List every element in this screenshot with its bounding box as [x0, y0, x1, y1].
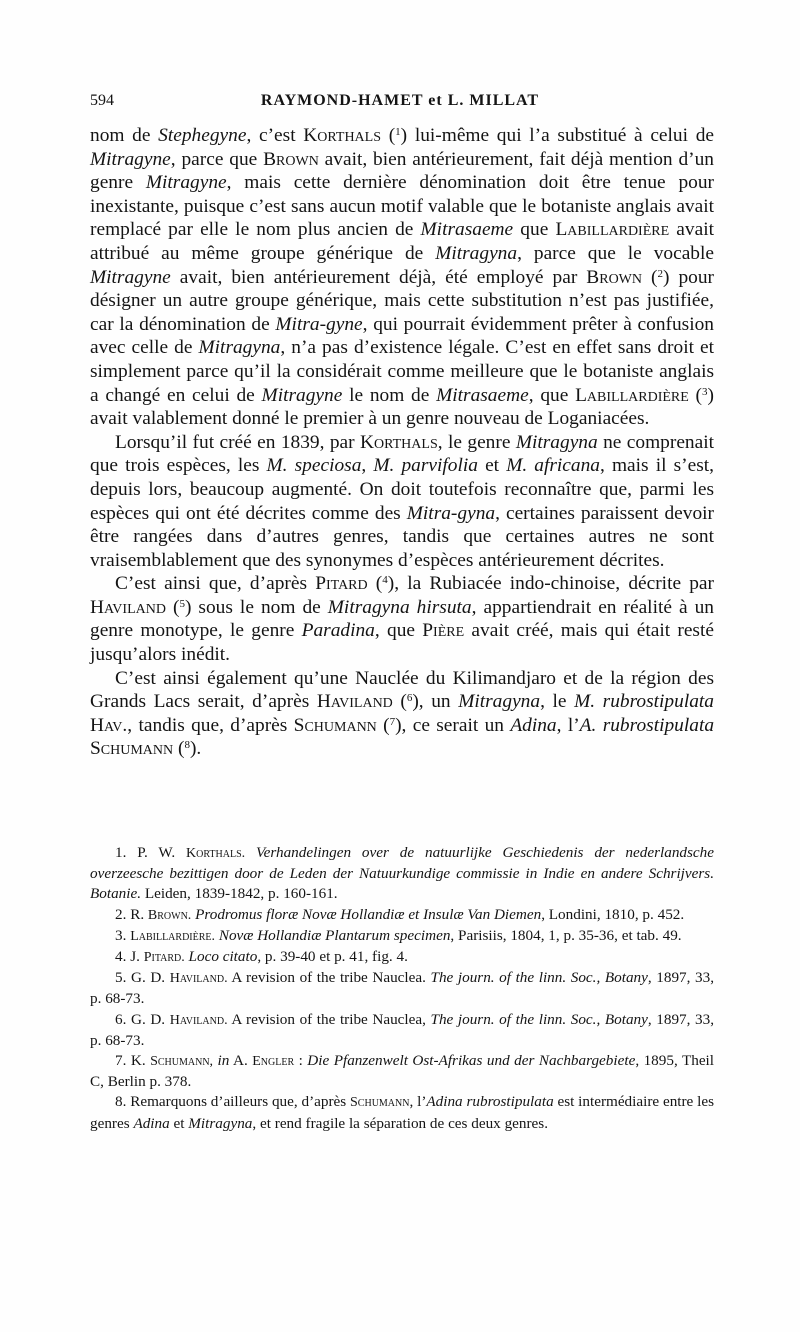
italic-run: M. rubrostipulata [574, 691, 714, 713]
text-run: ( [381, 125, 396, 146]
paragraph [90, 572, 714, 666]
author-name: Pière [422, 620, 465, 642]
running-title: RAYMOND-HAMET et L. MILLAT [260, 92, 540, 109]
footnote-ref: 4 [382, 574, 388, 587]
italic-run: Adina [133, 1114, 170, 1132]
author-name: Korthals [360, 431, 438, 453]
author-name: Schumann [293, 714, 377, 736]
text-run: et [477, 455, 507, 477]
italic-run: in [217, 1052, 230, 1070]
author-name: Korthals. [186, 846, 246, 861]
italic-run: Adina rubrostipulata [426, 1093, 554, 1111]
text-run: , le genre [437, 431, 516, 453]
footnote-ref: 6 [406, 692, 413, 705]
text-run: , qui pourrait évidemment prêter à confusion avec celle de [90, 313, 714, 359]
text-run: ( [376, 714, 390, 736]
footnote-ref: 7 [389, 715, 396, 728]
italic-run: Mitragyne [261, 384, 343, 406]
text-run: 7. K. [115, 1052, 151, 1070]
italic-run: A. rubrostipulata [579, 714, 715, 736]
text-run: , l’ [556, 714, 580, 736]
author-name: Haviland. [169, 1012, 228, 1028]
text-run: , Parisiis, 1804, 1, p. 35-36, et tab. 49. [450, 926, 682, 944]
italic-run: M. parvifolia [373, 455, 478, 477]
text-run: ( [688, 384, 703, 406]
footnote [90, 947, 714, 968]
text-run: ( [173, 738, 185, 760]
footnote-ref: 3 [702, 385, 708, 398]
author-name: Brown. [147, 907, 192, 923]
text-run: que [513, 219, 556, 241]
body-text [90, 124, 714, 761]
text-run: avait, bien antérieurement déjà, été employé par [170, 266, 587, 288]
author-name: Korthals [303, 125, 382, 146]
author-name: Schumann, [150, 1054, 214, 1070]
text-run: Lorsqu’il fut créé en 1839, par [115, 431, 361, 453]
italic-run: The journ. of the linn. Soc., Botany [430, 1010, 648, 1028]
text-run: C’est ainsi que, d’après [115, 573, 316, 595]
text-run: , parce que le vocable [517, 242, 714, 264]
italic-run: Adina [510, 714, 557, 736]
text-run: , appartiendrait en réalité à un genre monotype, le genre [90, 596, 714, 642]
text-run: 3. [115, 926, 131, 944]
footnote [90, 905, 714, 926]
italic-run: Mitragyna [515, 431, 598, 453]
text-run: avait, bien antérieurement, fait déjà mention d’un genre [90, 148, 714, 194]
italic-run: M. speciosa [266, 455, 362, 477]
text-run: ), la Rubiacée indo-chinoise, décrite par [387, 573, 714, 595]
author-name: Labillardière. [130, 928, 216, 944]
text-run: ( [367, 573, 383, 595]
italic-run: Mitragyne [90, 266, 171, 288]
italic-run: Loco citato [188, 948, 258, 966]
text-run: , tandis que, d’après [127, 714, 294, 736]
italic-run: Prodromus floræ Novæ Hollandiæ et Insulæ Van Diemen [195, 905, 542, 923]
text-run: ). [189, 738, 202, 760]
footnote-ref: 8 [184, 739, 190, 752]
text-run: , 1897, 33, p. 68-73. [90, 1010, 715, 1049]
text-run [245, 844, 256, 861]
text-run: ) sous le nom de [184, 596, 328, 618]
italic-run: The journ. of the linn. Soc., Botany [430, 969, 648, 987]
author-name: Brown [586, 266, 643, 288]
text-run: , Londini, 1810, p. 452. [541, 905, 685, 923]
text-run: C’est ainsi également qu’une Nauclée du Kilimandjaro et de la région des Grands Lacs serait, d’après [90, 667, 714, 713]
text-run: , 1895, Theil C, Berlin p. 378. [90, 1052, 714, 1091]
italic-run: Stephegyne [158, 125, 247, 146]
author-name: Haviland [316, 691, 393, 713]
text-run: A revision of the tribe Nauclea. [227, 969, 431, 987]
author-name: Labillardière [555, 219, 670, 241]
text-run: ), ce serait un [395, 714, 511, 736]
italic-run: Mitragyna [458, 691, 541, 713]
text-run: , n’a pas d’existence légale. C’est en effet sans droit et simplement parce qu’il la considérait comme meilleure que le botaniste anglais a changé en celui de [90, 337, 714, 406]
italic-run: Mitragyne [90, 148, 171, 170]
author-name: Pitard. [143, 950, 185, 966]
text-run: est intermédiaire entre les genres [90, 1093, 714, 1132]
text-run: , le [540, 691, 575, 713]
italic-run: Mitragyna [198, 337, 281, 359]
text-run: , mais cette dernière dénomination doit être tenue pour inexistante, puisque c’est sans aucun motif valable que le botaniste anglais avait remplacé par elle le nom plus ancien de [90, 172, 714, 241]
text-run: , parce que [170, 148, 264, 170]
footnote-ref: 2 [657, 267, 663, 280]
paragraph [90, 124, 714, 431]
text-run: A. [229, 1052, 253, 1070]
text-run: , que [528, 384, 576, 406]
text-run: ( [642, 266, 658, 288]
italic-run: Mitragyna [188, 1114, 253, 1132]
text-run: ) lui-même qui l’a substitué à celui de [400, 125, 714, 146]
italic-run: Mitragyne [145, 172, 227, 194]
italic-run: Mitra-gyna [406, 502, 496, 524]
text-run: 2. R. [115, 905, 148, 923]
text-run: , c’est [246, 125, 304, 146]
italic-run: Verhandelingen over de natuurlijke Geschiedenis der nederlandsche overzeesche bezittigen door de Leden der Natuurkundige commissie in Indie en andere Schrijvers. Botanie. [90, 844, 714, 903]
text-run: : [294, 1052, 308, 1070]
text-run: 4. J. [115, 948, 144, 966]
text-run: ), un [412, 691, 459, 713]
italic-run: Mitrasaeme [420, 219, 514, 241]
author-name: Pitard [315, 573, 368, 595]
text-run: nom de [90, 125, 159, 146]
author-name: Haviland. [169, 971, 228, 987]
italic-run: M. africana [506, 455, 601, 477]
italic-run: Mitragyna [435, 242, 518, 264]
text-run: 1. P. W. [115, 844, 187, 861]
text-run: A revision of the tribe Nauclea, [227, 1010, 431, 1028]
text-run: , certaines paraissent devoir être rangées dans d’autres genres, tandis que certaines autres ne sont vraisemblablement que des synonymes d’espèces antérieurement décrites. [90, 502, 714, 571]
italic-run: Mitrasaeme [436, 384, 529, 406]
author-name: Hav. [90, 714, 128, 736]
text-run: , p. 39-40 et p. 41, fig. 4. [257, 948, 408, 966]
running-header [90, 92, 710, 116]
footnote [90, 1092, 714, 1133]
italic-run: Die Pfanzenwelt Ost-Afrikas und der Nachbargebiete [307, 1052, 636, 1070]
italic-run: Novæ Hollandiæ Plantarum specimen [218, 926, 451, 944]
text-run: , l’ [409, 1093, 427, 1111]
text-run: ) avait valablement donné le premier à un genre nouveau de Loganiacées. [90, 384, 714, 430]
footnote [90, 1051, 714, 1092]
text-run: ) pour désigner un autre groupe générique, mais cette substitution n’est pas justifiée, car la dénomination de [90, 266, 714, 335]
text-run: Leiden, 1839-1842, p. 160-161. [141, 885, 338, 903]
author-name: Engler [252, 1054, 295, 1070]
text-run: avait créé, mais qui était resté jusqu’alors inédit. [90, 620, 714, 666]
italic-run: Mitragyna hirsuta [327, 596, 472, 618]
footnote-ref: 5 [179, 597, 185, 610]
paragraph [90, 667, 714, 761]
author-name: Schumann [350, 1095, 410, 1111]
footnote-ref: 1 [395, 126, 401, 138]
text-run: 8. Remarquons d’ailleurs que, d’après [115, 1093, 351, 1111]
text-run: ne comprenait que trois espèces, les [90, 431, 715, 477]
footnote [90, 843, 714, 905]
author-name: Labillardière [575, 384, 689, 406]
italic-run: Paradina [301, 620, 375, 642]
italic-run: Mitra-gyne [275, 313, 363, 335]
text-run: 6. G. D. [115, 1010, 170, 1028]
text-run: ( [392, 691, 407, 713]
text-run: , [361, 455, 374, 477]
text-run: 5. G. D. [115, 969, 170, 987]
text-run: le nom de [342, 384, 437, 406]
author-name: Schumann [90, 738, 174, 760]
author-name: Haviland [90, 596, 166, 618]
footnote [90, 1010, 714, 1051]
footnote [90, 926, 714, 947]
text-run: , que [374, 620, 423, 642]
paragraph [90, 431, 714, 573]
footnotes [90, 843, 714, 1134]
footnote [90, 968, 714, 1009]
text-run: et [169, 1114, 189, 1132]
text-run: , 1897, 33, p. 68-73. [90, 969, 715, 1008]
text-run: , mais il s’est, depuis lors, beaucoup augmenté. On doit toutefois reconnaître que, parmi les espèces qui ont été décrites comme des [90, 455, 714, 524]
text-run: ( [165, 596, 180, 618]
text-run: , et rend fragile la séparation de ces deux genres. [252, 1114, 549, 1132]
author-name: Brown [263, 148, 319, 170]
page-number: 594 [90, 92, 114, 109]
text-run: avait attribué au même groupe générique de [90, 219, 714, 264]
